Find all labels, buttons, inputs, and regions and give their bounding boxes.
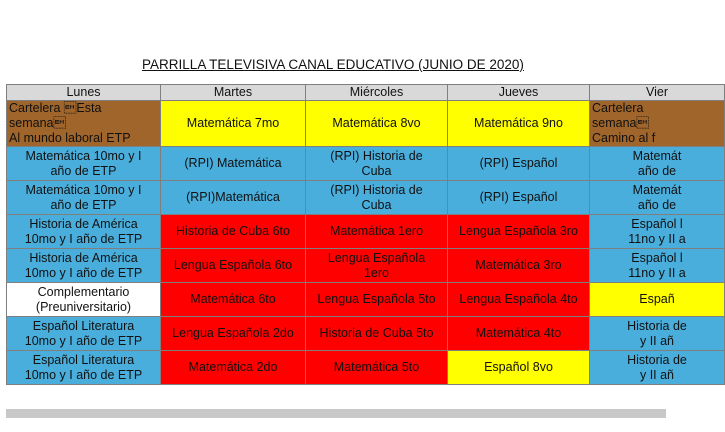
- cell-text: (RPI) Matemática: [184, 156, 282, 170]
- cell-text: (RPI)Matemática: [186, 190, 280, 204]
- schedule-cell-lunes: [7, 181, 161, 215]
- schedule-cell-martes: [161, 147, 306, 181]
- cell-text: Matemática 2do: [188, 360, 278, 374]
- schedule-cell-lunes: [7, 351, 161, 385]
- schedule-cell-jueves: [448, 181, 590, 215]
- schedule-cell-viernes: [590, 351, 725, 385]
- schedule-cell-viernes: [590, 317, 725, 351]
- table-row: [7, 283, 725, 317]
- page-title: PARRILLA TELEVISIVA CANAL EDUCATIVO (JUNIO DE 2020): [142, 57, 524, 72]
- schedule-cell-lunes: [7, 147, 161, 181]
- header-row: [7, 85, 725, 101]
- table-row: [7, 249, 725, 283]
- schedule-body: [7, 101, 725, 385]
- schedule-cell-viernes: [590, 215, 725, 249]
- schedule-cell-jueves: [448, 249, 590, 283]
- schedule-cell-miercoles: [306, 181, 448, 215]
- schedule-cell-jueves: [448, 351, 590, 385]
- cell-text: Lengua Española 3ro: [459, 224, 578, 238]
- day-header-martes: Martes: [161, 85, 306, 101]
- cell-text: Matemática 4to: [475, 326, 562, 340]
- cell-text: (RPI) Historia de Cuba: [330, 148, 423, 178]
- schedule-cell-lunes: [7, 215, 161, 249]
- cell-text: Cartelera Esta semana Al mundo laboral ETP: [9, 101, 131, 145]
- cell-text: Lengua Española 2do: [172, 326, 294, 340]
- horizontal-scrollbar[interactable]: [6, 409, 666, 418]
- schedule-cell-viernes: [590, 249, 725, 283]
- schedule-cell-viernes: [590, 283, 725, 317]
- cell-text: Español 8vo: [484, 360, 553, 374]
- cell-text: Matemática 6to: [190, 292, 276, 306]
- cell-text: Español Literatura 10mo y I año de ETP: [24, 318, 143, 348]
- cell-text: Matemát año de: [632, 148, 682, 178]
- cell-text: Lengua Española 4to: [459, 292, 578, 306]
- cell-text: Lengua Española 6to: [173, 258, 293, 272]
- cell-text: Lengua Española 1ero: [327, 250, 426, 280]
- schedule-cell-martes: [161, 181, 306, 215]
- cell-text: (RPI) Español: [479, 190, 558, 204]
- schedule-cell-lunes: [7, 249, 161, 283]
- schedule-cell-miercoles: [306, 283, 448, 317]
- cell-text: Matemática 9no: [474, 116, 563, 130]
- day-header-lunes: Lunes: [7, 85, 161, 101]
- schedule-cell-lunes: [7, 101, 161, 147]
- cell-text: Matemática 10mo y I año de ETP: [25, 148, 142, 178]
- cell-text: Español l 11no y II a: [628, 250, 686, 280]
- cell-text: Historia de América 10mo y I año de ETP: [24, 250, 143, 280]
- schedule-cell-jueves: [448, 215, 590, 249]
- schedule-cell-miercoles: [306, 351, 448, 385]
- schedule-cell-viernes: [590, 181, 725, 215]
- table-row: [7, 317, 725, 351]
- cell-text: Lengua Española 5to: [317, 292, 436, 306]
- schedule-cell-martes: [161, 283, 306, 317]
- schedule-cell-martes: [161, 351, 306, 385]
- schedule-cell-jueves: [448, 317, 590, 351]
- table-row: [7, 147, 725, 181]
- schedule-cell-miercoles: [306, 147, 448, 181]
- cell-text: Historia de y II añ: [627, 352, 687, 382]
- cell-text: Historia de América 10mo y I año de ETP: [24, 216, 143, 246]
- schedule-table: [6, 84, 725, 385]
- cell-text: Complementario (Preuniversitario): [35, 284, 132, 314]
- schedule-cell-lunes: [7, 317, 161, 351]
- cell-text: Español l 11no y II a: [628, 216, 686, 246]
- schedule-table-viewport[interactable]: [6, 84, 687, 409]
- schedule-cell-martes: [161, 249, 306, 283]
- schedule-cell-martes: [161, 317, 306, 351]
- day-header-miercoles: Miércoles: [306, 85, 448, 101]
- schedule-cell-miercoles: [306, 317, 448, 351]
- table-row: [7, 351, 725, 385]
- schedule-cell-miercoles: [306, 101, 448, 147]
- table-row: [7, 215, 725, 249]
- cell-text: Matemática 3ro: [475, 258, 562, 272]
- schedule-cell-viernes: [590, 147, 725, 181]
- schedule-cell-jueves: [448, 147, 590, 181]
- cell-text: Matemát año de: [632, 182, 682, 212]
- cell-text: (RPI) Historia de Cuba: [330, 182, 423, 212]
- schedule-cell-miercoles: [306, 249, 448, 283]
- cell-text: Matemática 1ero: [329, 224, 424, 238]
- cell-text: Historia de Cuba 6to: [176, 224, 290, 238]
- cell-text: Matemática 10mo y I año de ETP: [25, 182, 142, 212]
- day-header-viernes: Vier: [590, 85, 725, 101]
- cell-text: Historia de Cuba 5to: [319, 326, 434, 340]
- cell-text: Españ: [639, 292, 675, 306]
- schedule-cell-jueves: [448, 101, 590, 147]
- table-row: [7, 181, 725, 215]
- cell-text: Español Literatura 10mo y I año de ETP: [24, 352, 143, 382]
- cell-text: (RPI) Español: [479, 156, 558, 170]
- schedule-cell-lunes: [7, 283, 161, 317]
- schedule-cell-martes: [161, 215, 306, 249]
- table-row: [7, 101, 725, 147]
- schedule-cell-miercoles: [306, 215, 448, 249]
- schedule-cell-martes: [161, 101, 306, 147]
- cell-text: Cartelera semana Camino al f: [592, 101, 656, 145]
- schedule-cell-jueves: [448, 283, 590, 317]
- day-header-jueves: Jueves: [448, 85, 590, 101]
- schedule-cell-viernes: [590, 101, 725, 147]
- cell-text: Matemática 5to: [333, 360, 420, 374]
- cell-text: Historia de y II añ: [627, 318, 687, 348]
- cell-text: Matemática 7mo: [186, 116, 280, 130]
- cell-text: Matemática 8vo: [332, 116, 421, 130]
